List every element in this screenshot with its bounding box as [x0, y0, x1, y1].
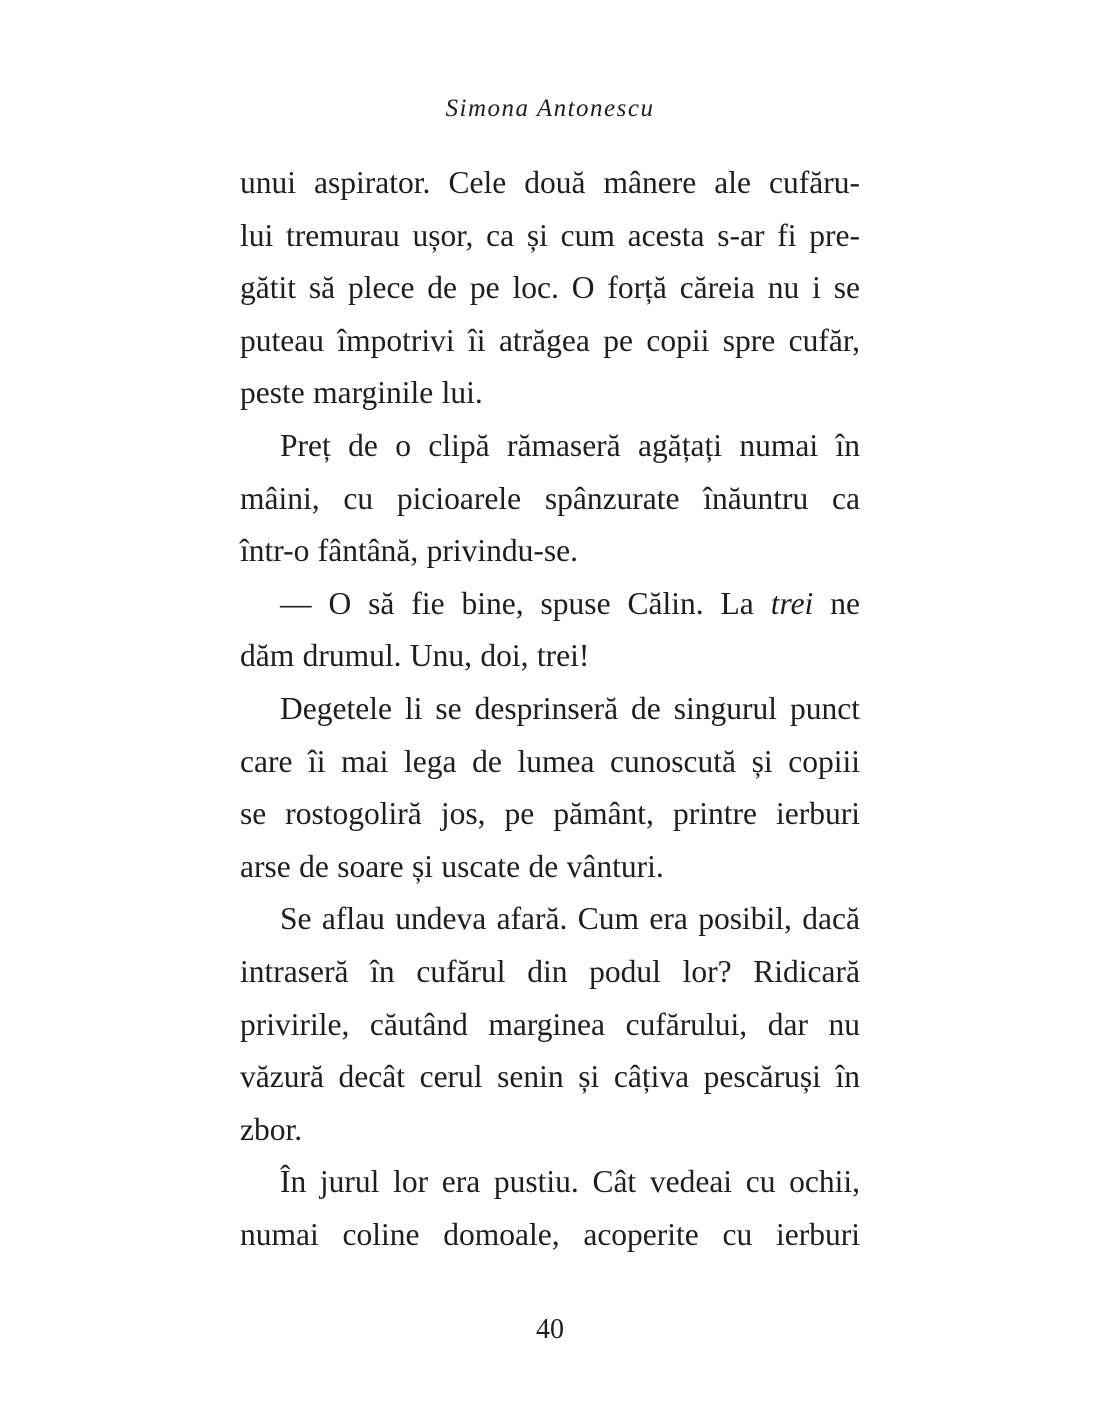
text-line: [240, 1051, 860, 1104]
text-segment: În jurul lor era pustiu. Cât vedeai cu ochii,: [280, 1164, 860, 1200]
text-segment: privirile, căutând marginea cufărului, dar nu: [240, 1006, 860, 1042]
text-segment: Preț de o clipă rămaseră agățați numai în: [280, 427, 860, 463]
text-line: [240, 210, 860, 263]
text-segment: mâini, cu picioarele spânzurate înăuntru ca: [240, 480, 860, 516]
text-line: [240, 1104, 860, 1157]
text-line: [240, 367, 860, 420]
text-segment: văzură decât cerul senin și câțiva pescăruși în: [240, 1059, 860, 1095]
text-line: [240, 841, 860, 894]
text-line: [240, 262, 860, 315]
text-segment: Se aflau undeva afară. Cum era posibil, dacă: [280, 901, 860, 937]
text-segment: lui tremurau ușor, ca și cum acesta s-ar fi pre-: [240, 217, 860, 253]
text-line: [240, 525, 860, 578]
running-header: Simona Antonescu: [445, 95, 655, 122]
text-segment: se rostogoliră jos, pe pământ, printre ierburi: [240, 796, 860, 832]
text-line: [240, 157, 860, 210]
text-line: [240, 630, 860, 683]
text-line: [240, 578, 860, 631]
text-segment: Degetele li se desprinseră de singurul punct: [280, 690, 860, 726]
text-line: [240, 788, 860, 841]
text-segment: unui aspirator. Cele două mânere ale cufăru-: [240, 165, 860, 200]
text-line: [240, 1209, 860, 1262]
text-line: [240, 683, 860, 736]
text-segment: ne: [813, 585, 860, 621]
text-segment: numai coline domoale, acoperite cu ierburi: [240, 1216, 860, 1252]
text-line: [240, 420, 860, 473]
text-line: [240, 736, 860, 789]
text-line: [240, 473, 860, 526]
text-segment: peste marginile lui.: [240, 375, 483, 411]
emphasized-word: trei: [770, 585, 814, 621]
text-segment: care îi mai lega de lumea cunoscută și copiii: [240, 743, 860, 779]
text-segment: arse de soare și uscate de vânturi.: [240, 848, 664, 884]
text-segment: puteau împotrivi îi atrăgea pe copii spre cufăr,: [240, 322, 860, 358]
text-line: [240, 946, 860, 999]
text-segment: dăm drumul. Unu, doi, trei!: [240, 638, 590, 674]
text-line: [240, 315, 860, 368]
page-number: 40: [536, 1314, 564, 1345]
text-segment: gătit să plece de pe loc. O forță căreia nu i se: [240, 270, 860, 306]
body-text: [240, 157, 860, 1261]
text-segment: zbor.: [240, 1111, 303, 1147]
text-segment: — O să fie bine, spuse Călin. La: [280, 585, 771, 621]
text-segment: intraseră în cufărul din podul lor? Ridicară: [240, 953, 860, 989]
text-line: [240, 1156, 860, 1209]
text-segment: într-o fântână, privindu-se.: [240, 533, 579, 569]
text-line: [240, 893, 860, 946]
text-line: [240, 999, 860, 1052]
